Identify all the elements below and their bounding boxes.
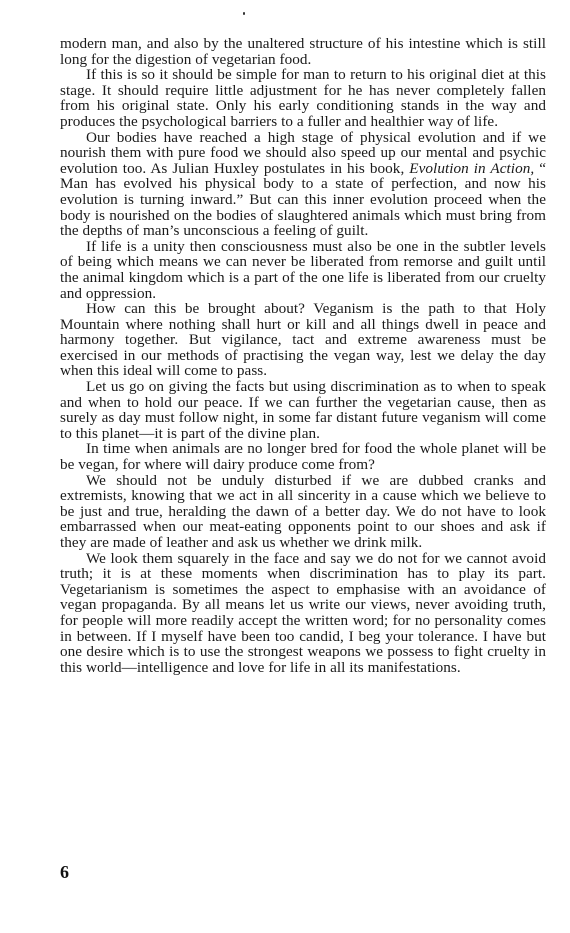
book-title: Evolution in Action, [409,159,535,177]
paragraph-text: In time when animals are no longer bred for food the whole planet will be be vegan, for where will dairy produce come from? [60,440,546,474]
paragraph [60,67,546,129]
paragraph [60,239,546,301]
paragraph-text: How can this be brought about? Veganism is the path to that Holy Mountain where nothing shall hurt or kill and all things dwell in peace and harmony together. But vigilance, tact and extreme awareness must be exercised in our methods of practising the vegan way, lest we delay the day when this ideal will come to pass. [60,300,546,380]
paragraph-text: If this is so it should be simple for man to return to his original diet at this stage. It should require little adjustment for he has never completely fallen from his original state. Only his early conditioning stands in the way and produces the psychological barriers to a fuller and healthier way of life. [60,66,546,130]
paragraph [60,36,546,67]
paragraph-text: We should not be unduly disturbed if we are dubbed cranks and extremists, knowing that we act in all sincerity in a cause which we believe to be just and true, heralding the dawn of a better day. We do not have to look embarrassed when our meat-eating opponents point to our shoes and ask if they are made of leather and ask us whether we drink milk. [60,471,546,551]
paragraph [60,301,546,379]
paragraph [60,130,546,239]
paragraph [60,473,546,551]
print-speck [243,12,245,15]
paragraph [60,441,546,472]
paragraph [60,379,546,441]
document-page [60,36,546,675]
paragraph-text: Our bodies have reached a high stage of physical evolution and if we nourish them with pure food we should also speed up our mental and psychic evolution too. As Julian Huxley postulates in his book, [60,128,546,177]
body-text [60,36,546,675]
paragraph-text: We look them squarely in the face and say we do not for we cannot avoid truth; it is at these moments when discrimination has to play its part. Vegetarianism is sometimes the aspect to emphasise with an avoidance of vegan propaganda. By all means let us write our views, never avoiding truth, for people will more readily accept the written word; for no personality comes in between. If I myself have been too candid, I beg your tolerance. I have but one desire which is to use the strongest weapons we possess to fight cruelty in this world—intelligence and love for life in all its manifestations. [60,549,546,676]
paragraph [60,551,546,676]
paragraph-text: “ Man has evolved his physical body to a state of perfection, and now his evolution is turning inward.” But can this inner evolution proceed when the body is nourished on the bodies of slaughtered animals which must bring from the depths of man’s unconscious a feeling of guilt. [60,159,546,240]
paragraph-text: modern man, and also by the unaltered structure of his intestine which is still long for the digestion of vegetarian food. [60,35,546,68]
paragraph-text: If life is a unity then consciousness must also be one in the subtler levels of being which means we can never be liberated from remorse and guilt until the animal kingdom which is a part of the one life is liberated from our cruelty and oppression. [60,237,546,302]
paragraph-text: Let us go on giving the facts but using discrimination as to when to speak and when to hold our peace. If we can further the vegetarian cause, then as surely as day must follow night, in some far distant future veganism will come to this planet—it is part of the divine plan. [60,378,546,442]
page-number: 6 [60,862,69,882]
